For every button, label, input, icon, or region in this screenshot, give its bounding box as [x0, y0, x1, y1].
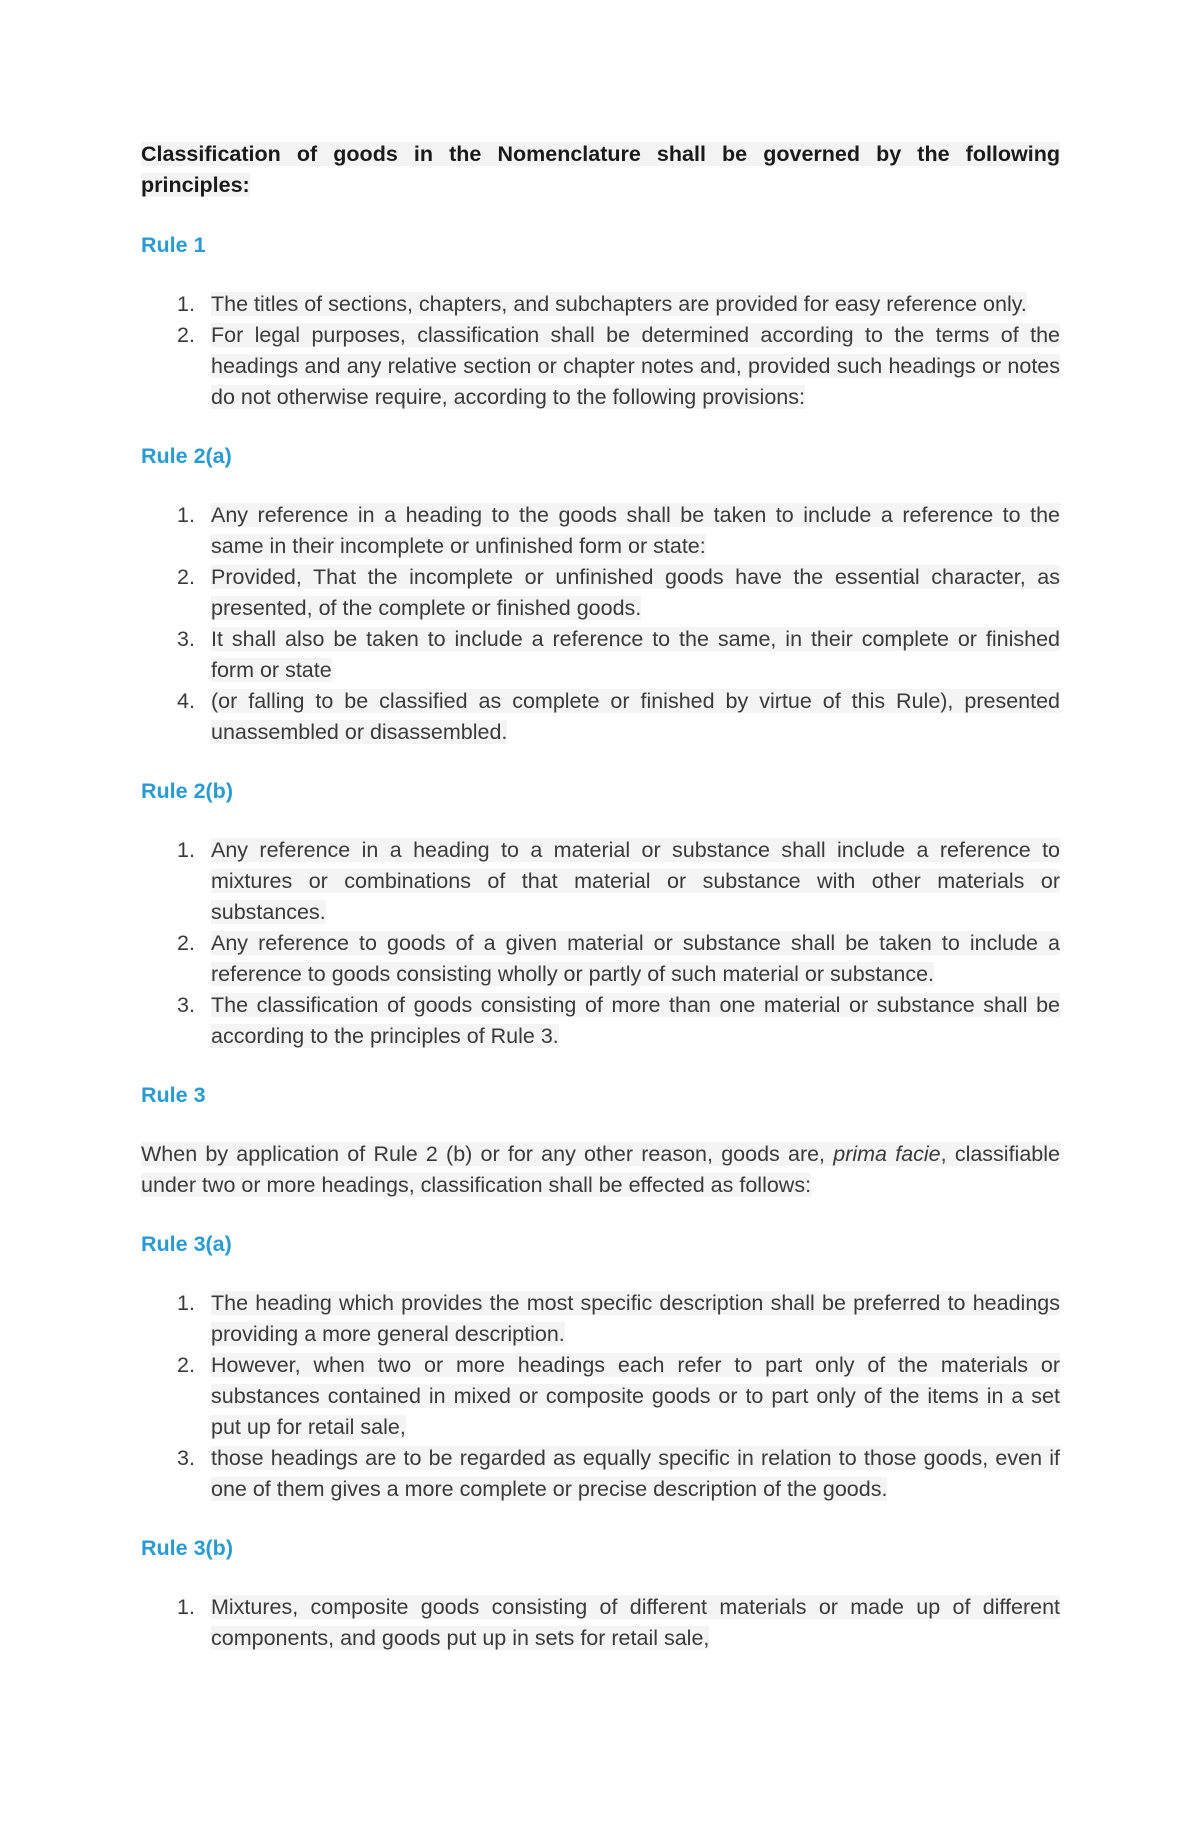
rule-3-title: Rule 3	[141, 1083, 206, 1107]
rule-3a-title: Rule 3(a)	[141, 1232, 232, 1256]
list-item: 1. Any reference in a heading to a material or substance shall include a reference to mixtures or combinations of that material or substance with other materials or substances.	[177, 838, 1060, 924]
rule-3-paragraph: When by application of Rule 2 (b) or for any other reason, goods are, prima facie, classifiable under two or more headings, classification shall be effected as follows:	[141, 1142, 1060, 1197]
list-item: 2. Any reference to goods of a given material or substance shall be taken to include a reference to goods consisting wholly or partly of such material or substance.	[177, 931, 1060, 986]
rule-1-title: Rule 1	[141, 233, 206, 257]
intro-heading: Classification of goods in the Nomenclature shall be governed by the following principles:	[141, 142, 1060, 197]
document-page	[141, 139, 1060, 1654]
list-item: 3. The classification of goods consisting of more than one material or substance shall be according to the principles of Rule 3.	[177, 993, 1060, 1048]
rule-2a-title: Rule 2(a)	[141, 444, 232, 468]
list-item: 2. Provided, That the incomplete or unfinished goods have the essential character, as presented, of the complete or finished goods.	[177, 565, 1060, 620]
rule-3a-list	[141, 1288, 1060, 1505]
list-item: 3. those headings are to be regarded as equally specific in relation to those goods, even if one of them gives a more complete or precise description of the goods.	[177, 1446, 1060, 1501]
rule-1-list	[141, 289, 1060, 413]
list-item: 1. The heading which provides the most specific description shall be preferred to headings providing a more general description.	[177, 1291, 1060, 1346]
list-item: 2. For legal purposes, classification shall be determined according to the terms of the headings and any relative section or chapter notes and, provided such headings or notes do not otherwise require, according to the following provisions:	[177, 323, 1060, 409]
list-item: 3. It shall also be taken to include a reference to the same, in their complete or finished form or state	[177, 627, 1060, 682]
list-item: 1. The titles of sections, chapters, and subchapters are provided for easy reference only.	[177, 292, 1027, 316]
rule-2b-list	[141, 835, 1060, 1052]
list-item: 1. Any reference in a heading to the goods shall be taken to include a reference to the same in their incomplete or unfinished form or state:	[177, 503, 1060, 558]
rule-3b-list	[141, 1592, 1060, 1654]
list-item: 2. However, when two or more headings each refer to part only of the materials or substances contained in mixed or composite goods or to part only of the items in a set put up for retail sale,	[177, 1353, 1060, 1439]
rule-2a-list	[141, 500, 1060, 748]
rule-2b-title: Rule 2(b)	[141, 779, 233, 803]
list-item: 4. (or falling to be classified as complete or finished by virtue of this Rule), presented unassembled or disassembled.	[177, 689, 1060, 744]
rule-3b-title: Rule 3(b)	[141, 1536, 233, 1560]
list-item: 1. Mixtures, composite goods consisting of different materials or made up of different components, and goods put up in sets for retail sale,	[177, 1595, 1060, 1650]
